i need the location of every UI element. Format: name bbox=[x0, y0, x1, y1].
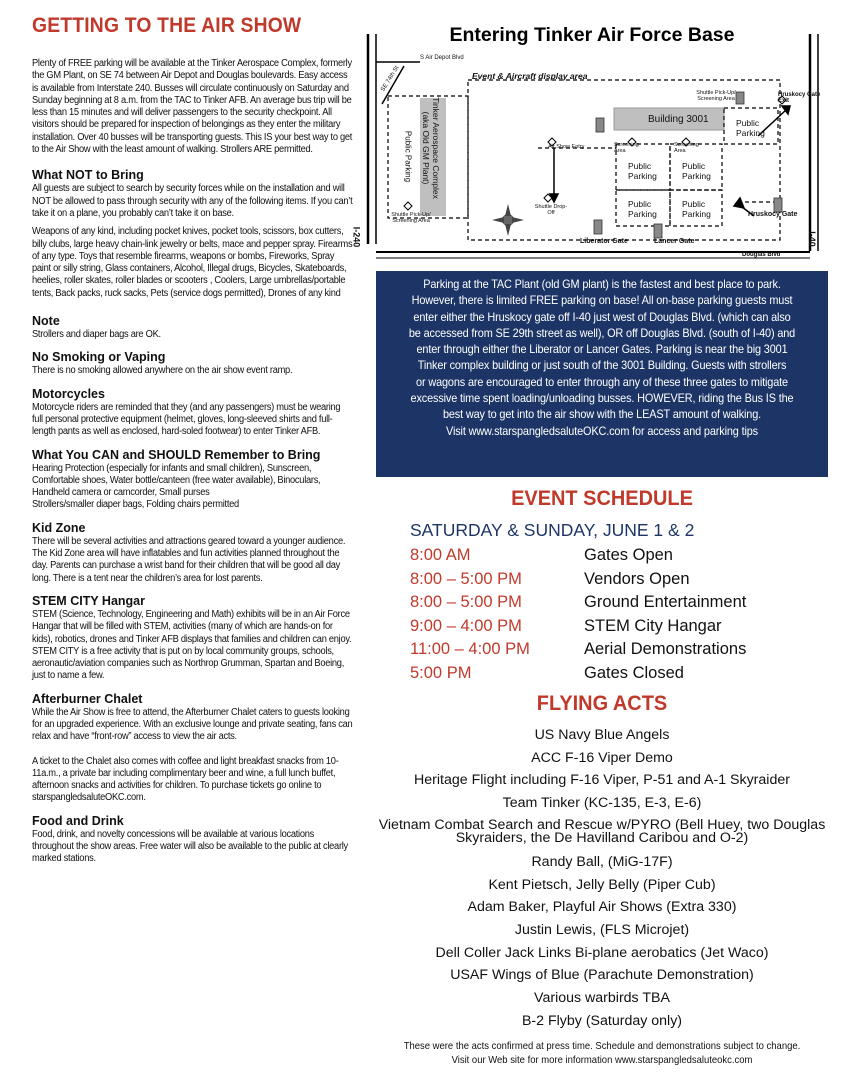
act-item: Randy Ball, (MiG-17F) bbox=[531, 853, 673, 870]
banner-line: enter through either the Liberator or Lancer Gates. Parking is near the big 3001 bbox=[416, 343, 788, 357]
liberator-gate-label: Liberator Gate bbox=[580, 238, 628, 245]
act-item: Adam Baker, Playful Air Shows (Extra 330) bbox=[467, 899, 737, 916]
base-map bbox=[351, 24, 826, 266]
smoking-heading: No Smoking or Vaping bbox=[32, 350, 166, 365]
banner-line: Tinker complex building or just south of the 3001 Building. Guests with strollers bbox=[417, 359, 787, 373]
schedule-time: 11:00 – 4:00 PM bbox=[410, 640, 530, 659]
note-text: Strollers and diaper bags are OK. bbox=[32, 329, 161, 341]
not-bring-text-2: Weapons of any kind, including pocket knives, pocket tools, scissors, box cutters, billy clubs, large heavy chain-link jewelry or belts, mace and pepper spray. Firearms of any type. Toys that resemble firearms, weapons or bombs, Fireworks, Spray paint or silly string, Glass containers, Alcohol, Illegal drugs, Bicycles, Skateboards, heelies, roller skates, roller blades or scooters , Coolers, Large umbrellas/portable tents, Back packs, ruck sacks, Pets (service dogs permitted), Drones of any kind bbox=[32, 226, 353, 299]
i40-label: I-40 bbox=[806, 231, 817, 247]
banner-line: best way to get into the air show with the LEAST amount of walking. bbox=[442, 408, 762, 422]
act-item: USAF Wings of Blue (Parachute Demonstration) bbox=[450, 967, 754, 984]
bring-section bbox=[32, 448, 354, 512]
bring-text-2: Strollers/smaller diaper bags, Folding chairs permitted bbox=[32, 499, 239, 511]
schedule-time: 8:00 – 5:00 PM bbox=[410, 569, 522, 588]
complex-name: Tinker Aerospace Complex bbox=[431, 97, 441, 199]
map-title: Entering Tinker Air Force Base bbox=[449, 24, 735, 46]
lancer-gate-label: Lancer Gate bbox=[654, 238, 695, 245]
banner-line: However, there is limited FREE parking on base! All on-base parking guests must bbox=[411, 294, 793, 308]
act-item: Heritage Flight including F-16 Viper, P-51 and A-1 Skyraider bbox=[414, 772, 790, 789]
schedule-dates: SATURDAY & SUNDAY, JUNE 1 & 2 bbox=[410, 520, 695, 540]
schedule-row bbox=[376, 662, 828, 686]
schedule-event: Vendors Open bbox=[584, 569, 690, 588]
footer-line-1: These were the acts confirmed at press time. Schedule and demonstrations subject to change. bbox=[403, 1041, 801, 1052]
air-show-entry-label: Air Show Entry bbox=[548, 144, 585, 150]
display-area-label: Event & Aircraft display area bbox=[472, 71, 588, 81]
motorcycles-text: Motorcycle riders are reminded that they (and any passengers) must be wearing full personal protective equipment (helmet, gloves, long-sleeved shirts and full-length pants as well as enclosed, hard-soled footwear) to enter Tinker AFB. bbox=[32, 401, 341, 438]
event-schedule bbox=[376, 487, 828, 686]
act-item: Various warbirds TBA bbox=[534, 990, 670, 1007]
left-column bbox=[32, 14, 354, 866]
motorcycles-section bbox=[32, 387, 354, 439]
act-item: Vietnam Combat Search and Rescue w/PYRO (Bell Huey, two Douglas Skyraiders, the De Havilland Caribou and O-2) bbox=[378, 816, 826, 847]
parking-label-3: Public Parking bbox=[628, 199, 657, 219]
parking-label-top-right: Public Parking bbox=[736, 118, 765, 138]
hruskocy-exit-label: Hruskocy Gate Exit bbox=[778, 92, 821, 104]
kid-zone-section bbox=[32, 521, 354, 585]
parking-banner bbox=[376, 271, 828, 477]
schedule-event: Ground Entertainment bbox=[584, 593, 747, 612]
stem-text: STEM (Science, Technology, Engineering and Math) exhibits will be in an Air Force Hangar that will be filled with STEM, activities (many of which are hands-on for kids), robotics, drones and Tinker AFB displays that families and children can enjoy. STEM CITY is a free activity that is put on by local community groups, schools, aeronautic/aviation companies such as Northrop Grumman, Spartan and Boeing, just to name a few. bbox=[32, 608, 352, 682]
banner-line: enter either the Hruskocy gate off I-40 just west of Douglas Blvd. (which can also bbox=[413, 310, 791, 324]
act-item: Dell Coller Jack Links Bi-plane aerobatics (Jet Waco) bbox=[435, 944, 769, 961]
schedule-time: 9:00 – 4:00 PM bbox=[410, 616, 522, 635]
air-depot-label: S Air Depot Blvd bbox=[420, 55, 464, 61]
footer-line-2: Visit our Web site for more information www.starspangledsaluteokc.com bbox=[451, 1054, 753, 1066]
kid-zone-text: There will be several activities and attractions geared toward a younger audience. The Kid Zone area will have inflatables and fun activities planned throughout the day. Parents can purchase a wrist band for their children that will be good all day long. There is a tent near the children’s area for lost parents. bbox=[32, 535, 346, 584]
banner-line: Parking at the TAC Plant (old GM plant) is the fastest and best place to park. bbox=[423, 278, 781, 291]
bring-heading: What You CAN and SHOULD Remember to Bring bbox=[32, 447, 321, 462]
schedule-row bbox=[376, 638, 828, 662]
act-item: US Navy Blue Angels bbox=[534, 727, 670, 743]
acts-footer bbox=[392, 1040, 812, 1067]
shuttle-top-label: Shuttle Pick-Up/ Screening Area bbox=[696, 90, 736, 102]
parking-label-4: Public Parking bbox=[682, 199, 711, 219]
schedule-title: EVENT SCHEDULE bbox=[511, 487, 693, 510]
douglas-label: Douglas Blvd bbox=[742, 252, 781, 258]
smoking-text: There is no smoking allowed anywhere on the air show event ramp. bbox=[32, 365, 293, 377]
not-bring-text-1: All guests are subject to search by security forces while on the installation and will NOT be allowed to pass through security with any of the following items. If you can’t take it on a plane, you probably can’t take it on base. bbox=[32, 183, 353, 219]
stem-section bbox=[32, 594, 354, 683]
hruskocy-gate-label: Hruskocy Gate bbox=[748, 211, 798, 218]
schedule-row bbox=[376, 568, 828, 592]
food-section bbox=[32, 814, 354, 866]
stem-heading: STEM CITY Hangar bbox=[32, 593, 145, 608]
motorcycles-heading: Motorcycles bbox=[32, 386, 105, 401]
schedule-time: 5:00 PM bbox=[410, 663, 472, 682]
chalet-heading: Afterburner Chalet bbox=[32, 691, 143, 706]
food-text: Food, drink, and novelty concessions will be available at various locations throughout the show areas. Free water will also be available to the public at clearly marked stations. bbox=[32, 828, 348, 865]
chalet-text-2: A ticket to the Chalet also comes with coffee and light breakfast snacks from 10-11a.m., a private bar including complimentary beer and wine, a full lunch buffet, afternoon snacks and activities for children. To purchase tickets go online to starspangledsaluteOKC.com. bbox=[32, 755, 339, 804]
banner-line: be accessed from SE 29th street as well), OR off Douglas Blvd. (south of I-40) and bbox=[408, 326, 796, 340]
complex-sub: (aka Old GM Plant) bbox=[421, 111, 431, 185]
schedule-event: Gates Open bbox=[584, 546, 673, 564]
schedule-time: 8:00 – 5:00 PM bbox=[410, 593, 522, 612]
smoking-section bbox=[32, 350, 354, 377]
se74-label: SE 74th St bbox=[380, 65, 401, 93]
schedule-event: STEM City Hangar bbox=[584, 616, 722, 635]
note-section bbox=[32, 314, 354, 341]
shuttle-left-label: Shuttle Pick-Up/ Screening Area bbox=[391, 212, 431, 224]
schedule-row bbox=[376, 591, 828, 615]
acts-list bbox=[376, 724, 828, 1032]
food-heading: Food and Drink bbox=[32, 813, 124, 828]
schedule-row bbox=[376, 615, 828, 639]
flying-acts bbox=[376, 692, 828, 1032]
act-item: Justin Lewis, (FLS Microjet) bbox=[514, 921, 690, 938]
act-item: Team Tinker (KC-135, E-3, E-6) bbox=[502, 795, 702, 812]
schedule-row bbox=[376, 544, 828, 568]
act-item: B-2 Flyby (Saturday only) bbox=[521, 1012, 683, 1029]
screening-label-2: Screening Area bbox=[674, 142, 699, 154]
banner-line: excessive time spent loading/unloading busses. HOWEVER, riding the Bus IS the bbox=[410, 392, 794, 406]
kid-zone-heading: Kid Zone bbox=[32, 520, 86, 535]
act-item: ACC F-16 Viper Demo bbox=[531, 749, 673, 766]
not-bring-heading: What NOT to Bring bbox=[32, 168, 144, 183]
banner-line: Visit www.starspangledsaluteOKC.com for access and parking tips bbox=[446, 424, 758, 438]
getting-title: GETTING TO THE AIR SHOW bbox=[32, 14, 302, 37]
i240-label: I-240 bbox=[351, 226, 362, 248]
banner-line: or wagons are encouraged to enter through any of these three gates to mitigate bbox=[416, 375, 788, 389]
building-3001-label: Building 3001 bbox=[648, 114, 709, 125]
not-bring-section bbox=[32, 168, 354, 300]
bring-text-1: Hearing Protection (especially for infants and small children), Sunscreen, Comfortable shoes, Water bottle/canteen (free water available), Binoculars, Handheld camera or camcorder, Small purses bbox=[32, 462, 321, 499]
schedule-time: 8:00 AM bbox=[410, 546, 471, 564]
chalet-text-1: While the Air Show is free to attend, the Afterburner Chalet caters to guests looking for an upgraded experience. With an exclusive lounge and private seating, fans can relax and have “front-row” access to view the air acts. bbox=[32, 706, 353, 743]
complex-parking-label: Public Parking bbox=[403, 130, 413, 183]
screening-label-1: Screening Area bbox=[614, 142, 639, 154]
chalet-section bbox=[32, 692, 354, 805]
complex-label bbox=[421, 83, 441, 213]
schedule-event: Gates Closed bbox=[584, 663, 684, 682]
acts-title: FLYING ACTS bbox=[536, 692, 668, 715]
intro-text: Plenty of FREE parking will be available at the Tinker Aerospace Complex, formerly the GM Plant, on SE 74 between Air Depot and Douglas boulevards. Easy access is available from Interstate 240. Busses will circulate continuously on Saturday and Sunday beginning at 8 a.m. from the TAC to Tinker AFB. An average bus trip will be less than 15 minutes and will deliver passengers to the security checkpoint. All visitors should be prepared for inspection of belongings as they enter the military installation. Over 40 busses will be transporting guests. This IS your best way to get to the Air Show with the least amount of walking. Strollers ARE permitted. bbox=[32, 58, 353, 156]
parking-label-2: Public Parking bbox=[682, 161, 711, 181]
parking-label-1: Public Parking bbox=[628, 161, 657, 181]
act-item: Kent Pietsch, Jelly Belly (Piper Cub) bbox=[488, 876, 716, 893]
schedule-event: Aerial Demonstrations bbox=[584, 640, 747, 659]
note-heading: Note bbox=[32, 314, 60, 329]
shuttle-dropoff-label: Shuttle Drop-Off bbox=[534, 204, 568, 216]
